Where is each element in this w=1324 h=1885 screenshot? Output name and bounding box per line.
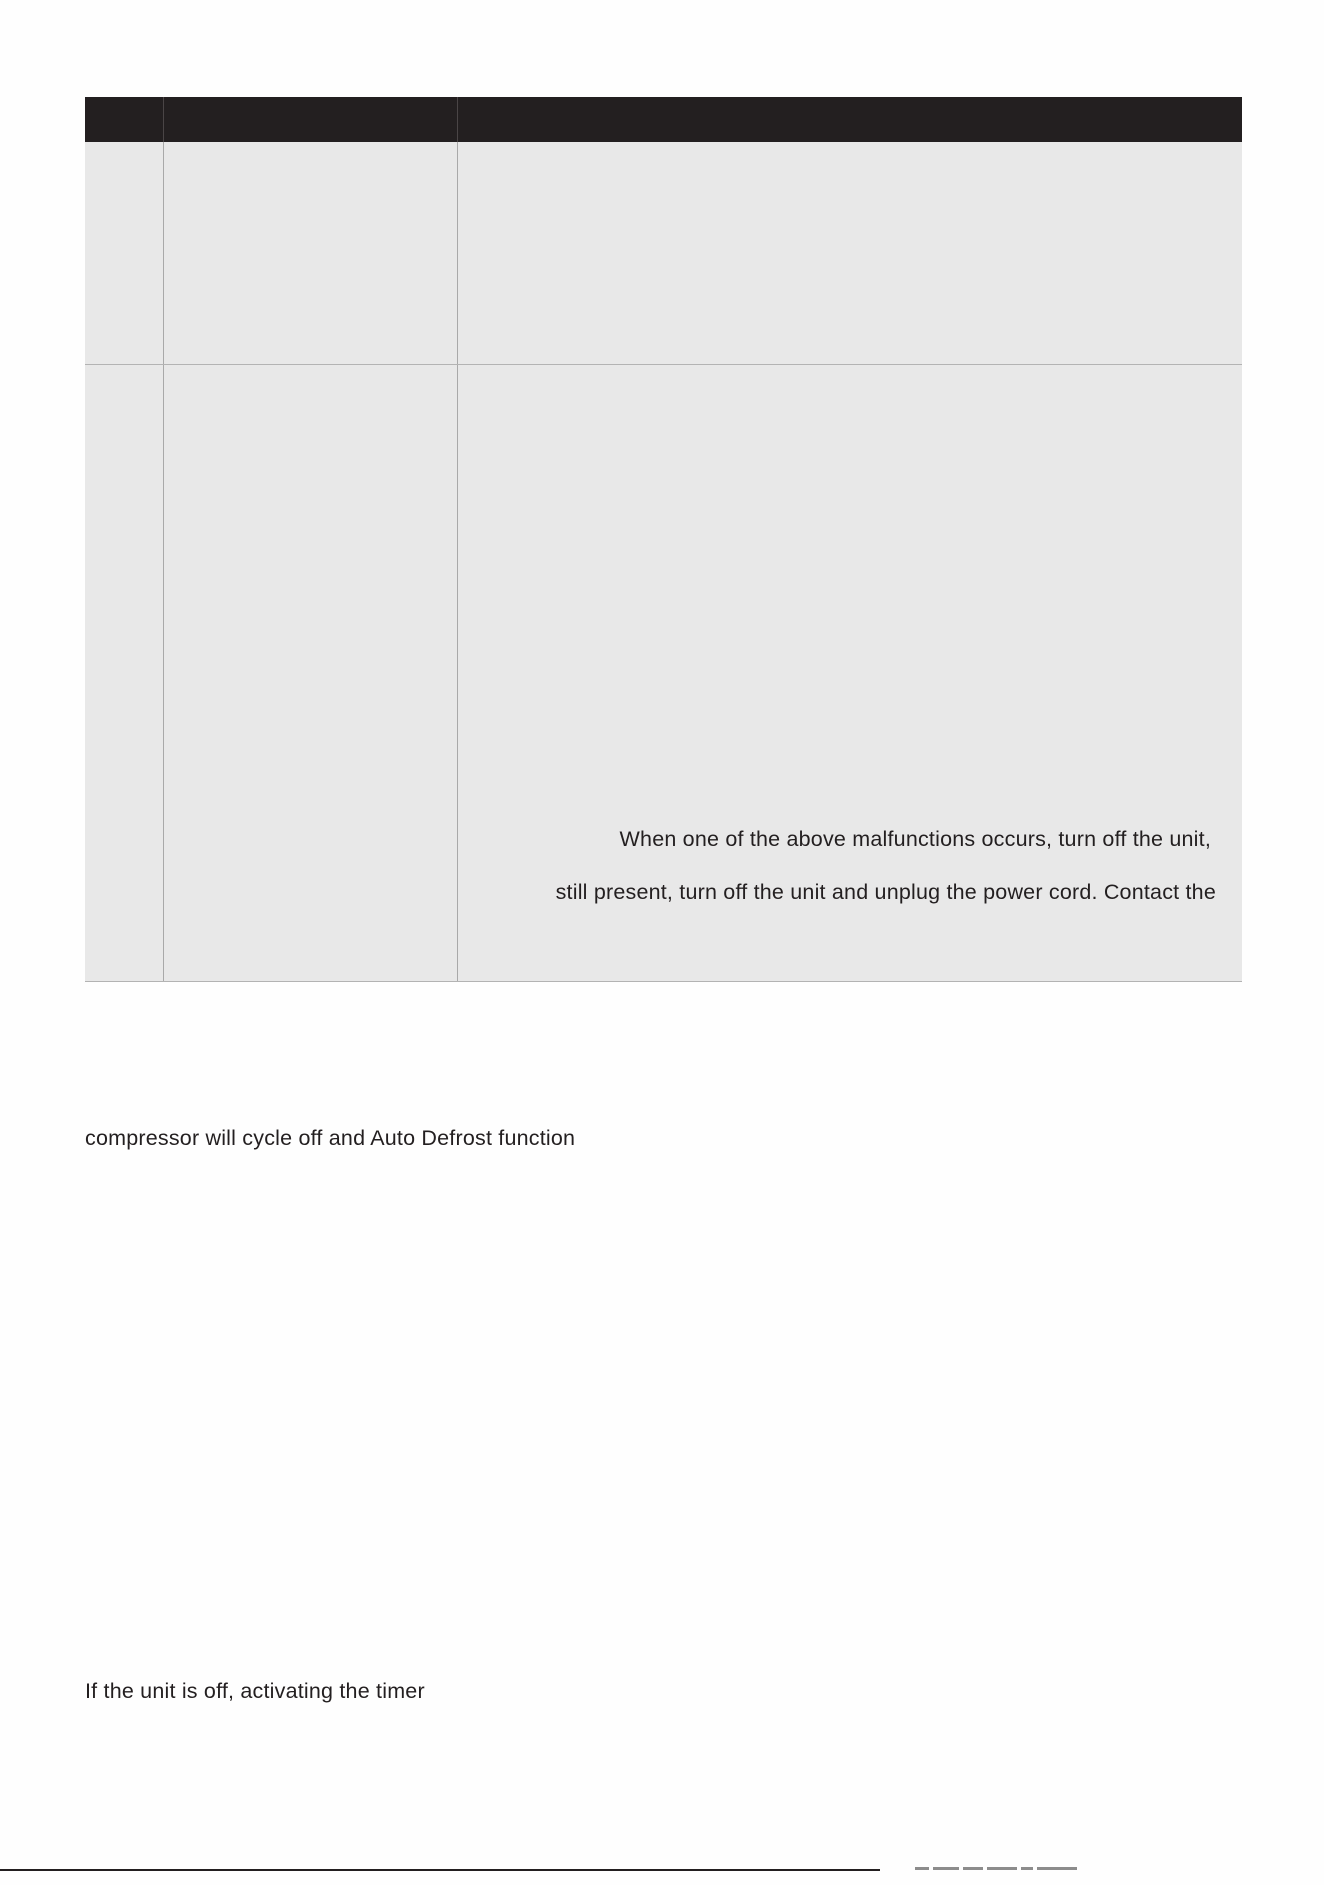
table-row bbox=[85, 365, 1242, 982]
table-cell bbox=[85, 365, 164, 981]
table-row bbox=[85, 142, 1242, 365]
table-cell-description bbox=[458, 365, 1242, 981]
troubleshooting-table bbox=[85, 97, 1242, 982]
auto-defrost-text: compressor will cycle off and Auto Defrost function bbox=[85, 1126, 576, 1150]
malfunction-note-line-2: still present, turn off the unit and unplug the power cord. Contact the bbox=[555, 880, 1216, 904]
footer-logo bbox=[915, 1867, 1145, 1871]
header-cell-description bbox=[458, 97, 1242, 142]
footer-divider bbox=[0, 1869, 880, 1871]
header-cell-code bbox=[164, 97, 458, 142]
table-header bbox=[85, 97, 1242, 142]
table-cell bbox=[458, 142, 1242, 364]
table-cell bbox=[164, 365, 458, 981]
malfunction-note-line-1: When one of the above malfunctions occurs, turn off the unit, bbox=[619, 827, 1211, 851]
table-cell bbox=[85, 142, 164, 364]
header-cell-number bbox=[85, 97, 164, 142]
timer-text: If the unit is off, activating the timer bbox=[85, 1679, 425, 1703]
table-cell bbox=[164, 142, 458, 364]
